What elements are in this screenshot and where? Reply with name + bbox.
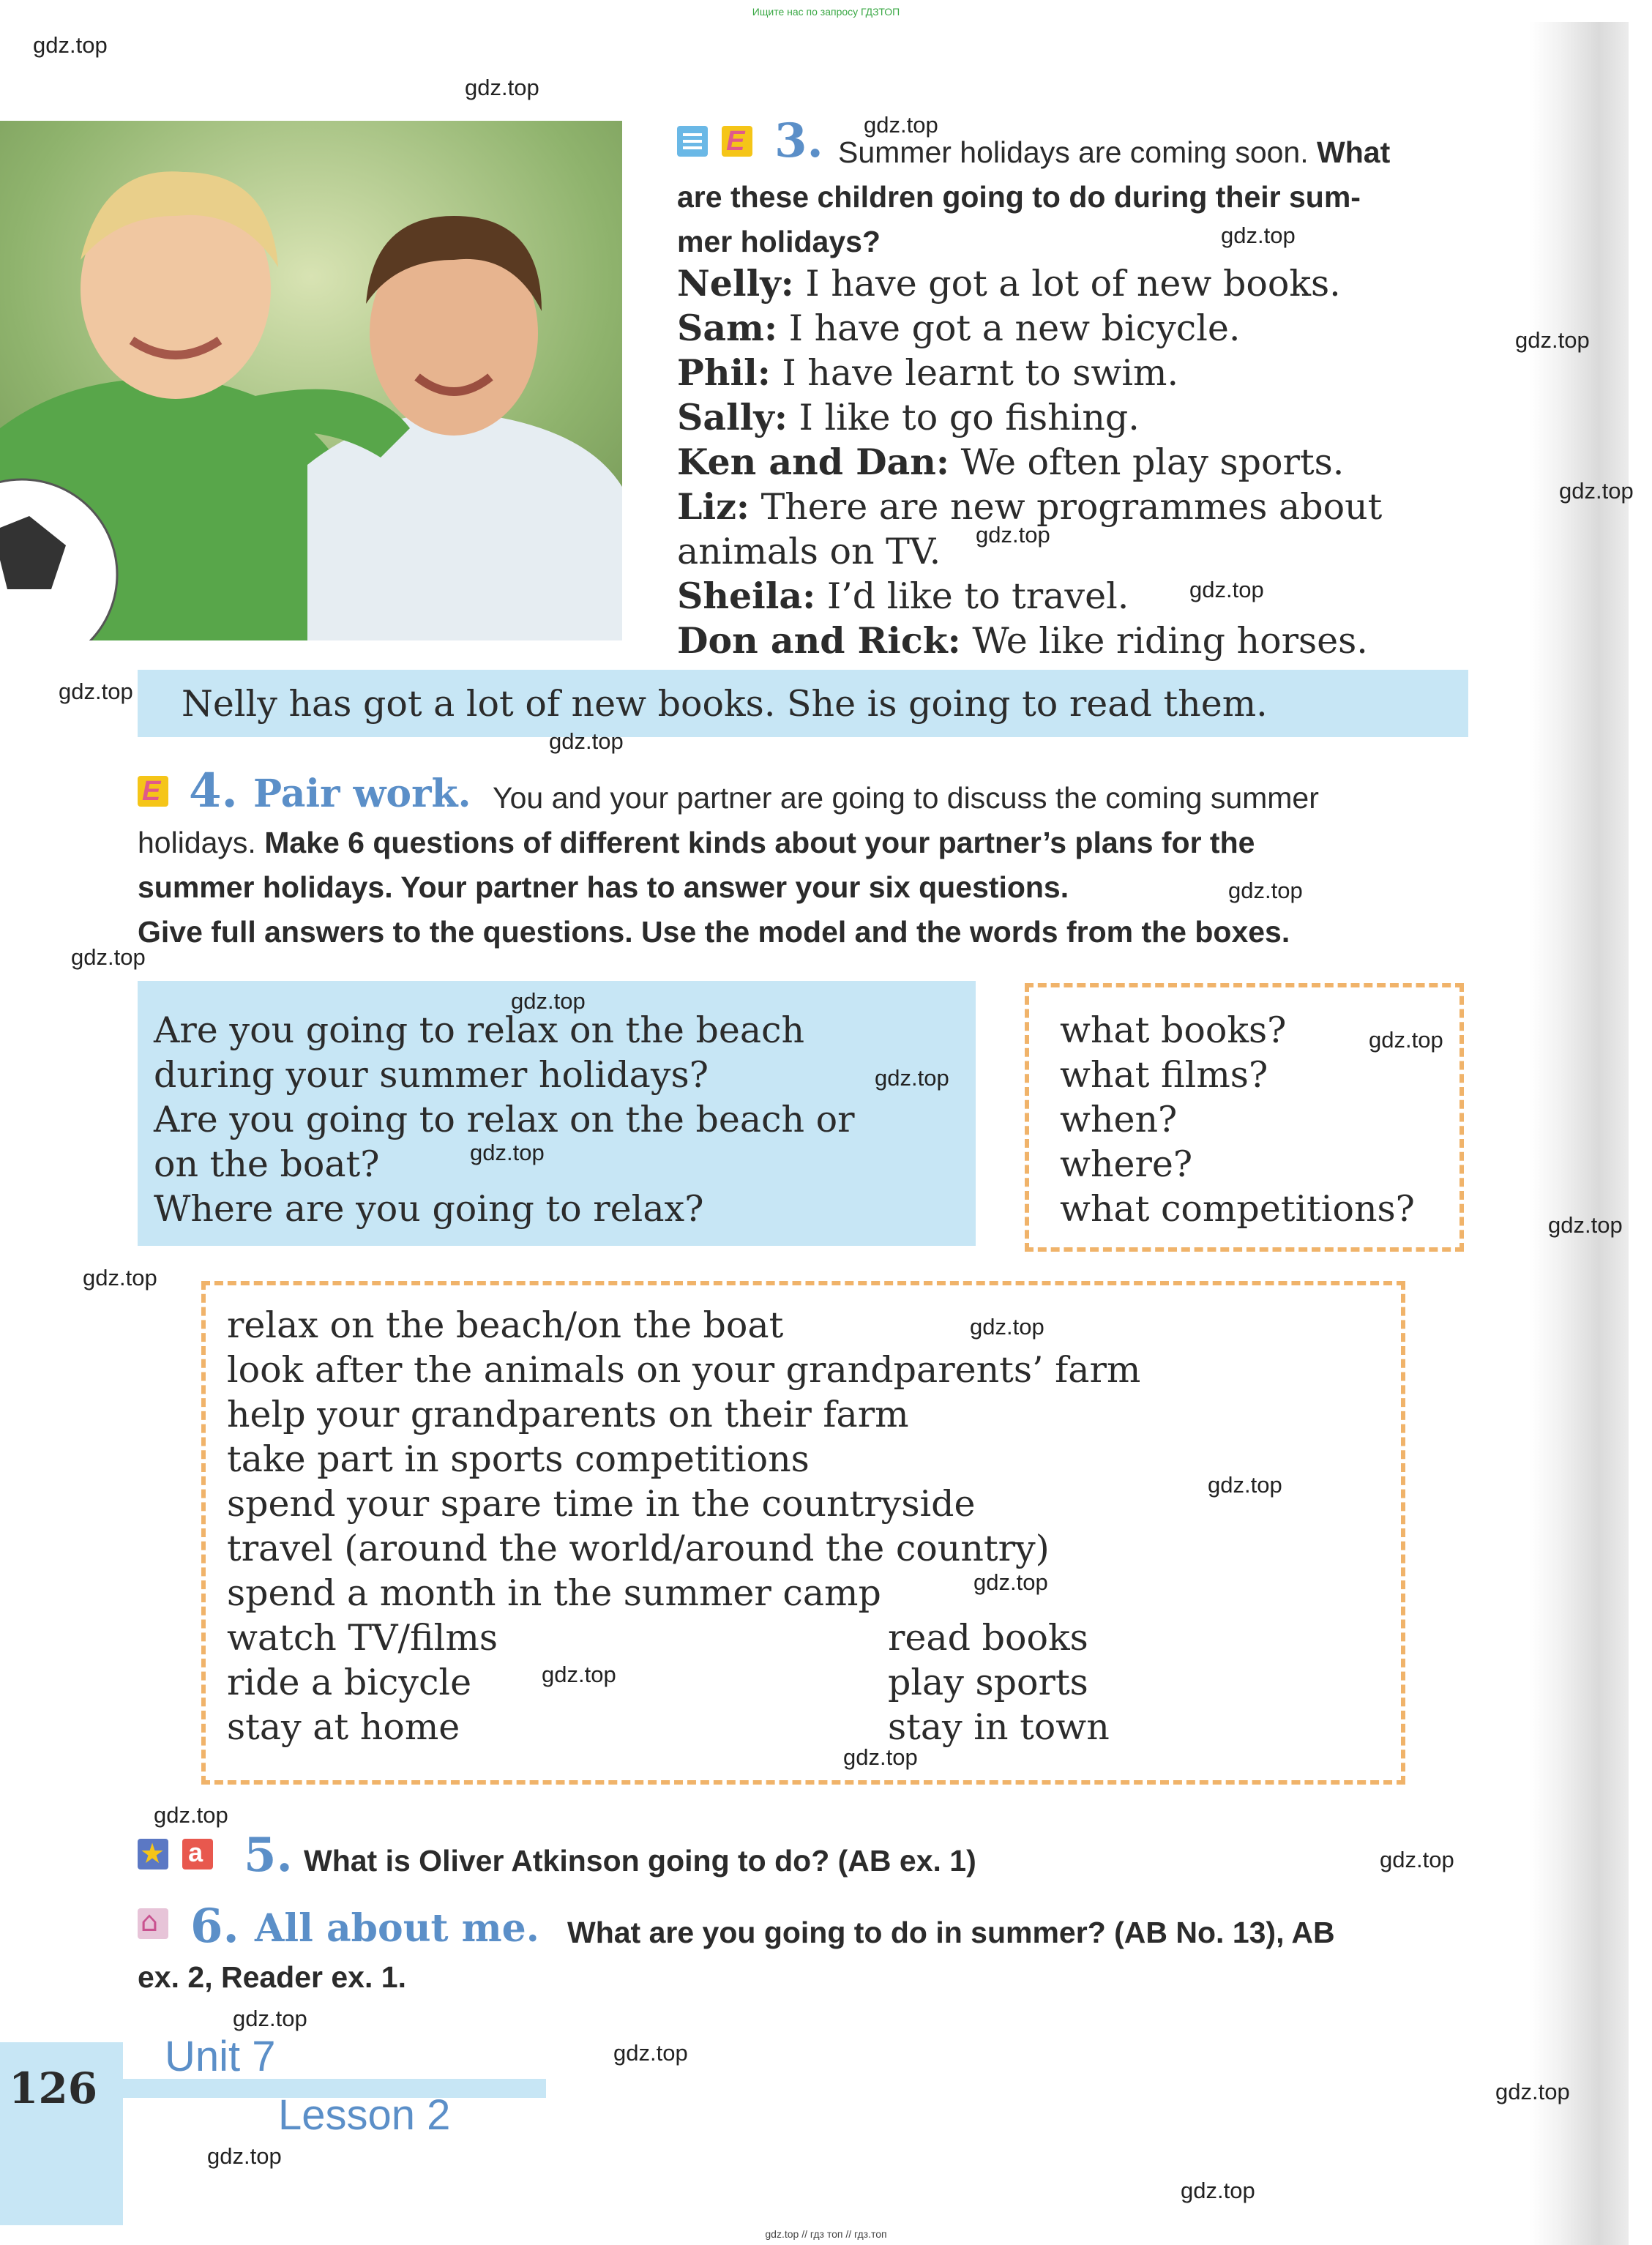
speaker: Nelly: bbox=[677, 262, 794, 305]
page-number: 126 bbox=[9, 2063, 98, 2113]
line-text: We like riding horses. bbox=[972, 620, 1368, 662]
activity: stay in town bbox=[888, 1706, 1110, 1748]
line-text: I have got a lot of new books. bbox=[805, 263, 1341, 305]
speaker: Liz: bbox=[677, 485, 750, 528]
watermark: gdz.top bbox=[1495, 2079, 1570, 2104]
question-word: what books? bbox=[1060, 1009, 1287, 1051]
dialogue-line bbox=[677, 574, 1382, 619]
activity: travel (around the world/around the country) bbox=[227, 1528, 1050, 1569]
exercise-4-line-2-plain: holidays. bbox=[138, 826, 256, 859]
star-icon: ★ bbox=[138, 1839, 168, 1869]
exercise-4-heading: Pair work. bbox=[253, 772, 471, 816]
activity: ride a bicycle bbox=[227, 1662, 472, 1703]
watermark: gdz.top bbox=[549, 728, 624, 754]
line-text: I have learnt to swim. bbox=[782, 352, 1179, 394]
watermark: gdz.top bbox=[465, 75, 539, 100]
example-sentence: Nelly has got a lot of new books. She is going to read them. bbox=[182, 683, 1268, 725]
speaker: Phil: bbox=[677, 351, 771, 394]
watermark: gdz.top bbox=[207, 2143, 282, 2169]
watermark: gdz.top bbox=[875, 1065, 949, 1091]
watermark: gdz.top bbox=[1189, 577, 1264, 602]
activities-list bbox=[227, 1303, 1140, 1615]
exercise-5-text: What is Oliver Atkinson going to do? (AB ex. 1) bbox=[304, 1844, 976, 1878]
watermark: gdz.top bbox=[1548, 1212, 1623, 1238]
page-edge bbox=[1530, 22, 1629, 2245]
watermark: gdz.top bbox=[83, 1265, 157, 1290]
exercise-3-dialogue bbox=[677, 261, 1382, 663]
bottom-banner: gdz.top // гдз топ // гдз.топ bbox=[765, 2228, 887, 2240]
activity: stay at home bbox=[227, 1706, 460, 1748]
activity: play sports bbox=[888, 1662, 1088, 1703]
line-text: There are new programmes about bbox=[760, 486, 1383, 528]
dialogue-line bbox=[677, 619, 1382, 663]
watermark: gdz.top bbox=[233, 2006, 307, 2031]
exercise-6-number: 6. bbox=[190, 1899, 239, 1954]
exercise-4-line-2-bold: Make 6 questions of different kinds about your partner’s plans for the bbox=[264, 826, 1255, 859]
speaker: Sheila: bbox=[677, 575, 816, 617]
watermark: gdz.top bbox=[71, 944, 146, 970]
dialogue-line bbox=[677, 261, 1382, 306]
watermark: gdz.top bbox=[613, 2040, 688, 2066]
activity: spend a month in the summer camp bbox=[227, 1572, 881, 1614]
line-text: I’d like to travel. bbox=[826, 575, 1129, 617]
watermark: gdz.top bbox=[864, 112, 938, 138]
activities-right-column bbox=[888, 1615, 1110, 1749]
question-word: what films? bbox=[1060, 1054, 1268, 1096]
activity: relax on the beach/on the boat bbox=[227, 1304, 784, 1346]
exercise-3-intro-line-3: mer holidays? bbox=[677, 225, 881, 258]
activity: spend your spare time in the countryside bbox=[227, 1483, 976, 1525]
speaker: Ken and Dan: bbox=[677, 441, 950, 483]
speaker: Sam: bbox=[677, 307, 778, 349]
e-letter-icon: E bbox=[138, 776, 168, 807]
dialogue-line bbox=[677, 306, 1382, 351]
lesson-label: Lesson 2 bbox=[278, 2091, 451, 2139]
photo-two-boys bbox=[0, 121, 622, 640]
exercise-4-line-4: Give full answers to the questions. Use the model and the words from the boxes. bbox=[138, 915, 1290, 949]
watermark: gdz.top bbox=[843, 1744, 918, 1770]
watermark: gdz.top bbox=[1221, 223, 1296, 248]
dialogue-line bbox=[677, 351, 1382, 395]
list-icon bbox=[677, 126, 708, 157]
exercise-4-line-2 bbox=[138, 821, 1255, 865]
exercise-5-icons bbox=[138, 1839, 213, 1869]
speaker: Don and Rick: bbox=[677, 619, 961, 662]
watermark: gdz.top bbox=[1181, 2178, 1255, 2203]
boys-illustration bbox=[0, 121, 622, 640]
line-text: animals on TV. bbox=[677, 531, 941, 572]
watermark: gdz.top bbox=[970, 1314, 1044, 1340]
e-letter-icon: E bbox=[722, 126, 752, 157]
model-line: on the boat? bbox=[154, 1143, 380, 1185]
watermark: gdz.top bbox=[1208, 1472, 1282, 1498]
watermark: gdz.top bbox=[470, 1140, 545, 1165]
watermark: gdz.top bbox=[973, 1569, 1048, 1595]
activity: watch TV/films bbox=[227, 1617, 498, 1659]
watermark: gdz.top bbox=[154, 1802, 228, 1828]
activity: read books bbox=[888, 1617, 1088, 1659]
a-letter-icon: a bbox=[182, 1839, 213, 1869]
watermark: gdz.top bbox=[1228, 878, 1303, 903]
watermark: gdz.top bbox=[511, 988, 586, 1014]
watermark: gdz.top bbox=[1380, 1847, 1454, 1872]
exercise-6-heading: All about me. bbox=[255, 1906, 539, 1951]
line-text: I have got a new bicycle. bbox=[788, 307, 1241, 349]
question-word: when? bbox=[1060, 1099, 1178, 1140]
unit-label: Unit 7 bbox=[165, 2033, 276, 2080]
exercise-4-number: 4. bbox=[189, 763, 238, 818]
model-line: Where are you going to relax? bbox=[154, 1188, 704, 1230]
activities-left-column bbox=[227, 1615, 498, 1749]
top-banner: Ищите нас по запросу ГДЗТОП bbox=[752, 6, 900, 18]
watermark: gdz.top bbox=[976, 522, 1050, 548]
exercise-3-icons bbox=[677, 126, 752, 157]
exercise-6-text-2: ex. 2, Reader ex. 1. bbox=[138, 1960, 406, 1994]
watermark: gdz.top bbox=[1369, 1027, 1443, 1053]
model-line: during your summer holidays? bbox=[154, 1054, 709, 1096]
exercise-3-number: 3. bbox=[774, 113, 823, 168]
line-text: We often play sports. bbox=[960, 441, 1345, 483]
dialogue-line bbox=[677, 440, 1382, 485]
exercise-3-intro-line-2: are these children going to do during their sum- bbox=[677, 180, 1361, 214]
exercise-6-text-1: What are you going to do in summer? (AB No. 13), AB bbox=[567, 1916, 1335, 1949]
exercise-4-line-3: summer holidays. Your partner has to answer your six questions. bbox=[138, 870, 1069, 904]
watermark: gdz.top bbox=[59, 679, 133, 704]
watermark: gdz.top bbox=[542, 1662, 616, 1687]
model-lines bbox=[154, 1008, 855, 1231]
model-line: Are you going to relax on the beach or bbox=[154, 1099, 855, 1140]
dialogue-line bbox=[677, 395, 1382, 440]
watermark: gdz.top bbox=[33, 32, 108, 58]
line-text: I like to go fishing. bbox=[799, 397, 1140, 438]
exercise-3-intro-plain: Summer holidays are coming soon. bbox=[838, 135, 1309, 169]
speaker: Sally: bbox=[677, 396, 788, 438]
model-line: Are you going to relax on the beach bbox=[154, 1009, 805, 1051]
exercise-4-icon-wrap bbox=[138, 776, 168, 807]
question-words bbox=[1060, 1008, 1415, 1231]
question-word: what competitions? bbox=[1060, 1188, 1415, 1230]
activity: look after the animals on your grandparents’ farm bbox=[227, 1349, 1141, 1391]
activity: take part in sports competitions bbox=[227, 1438, 810, 1480]
home-icon: ⌂ bbox=[138, 1908, 168, 1939]
watermark: gdz.top bbox=[1559, 478, 1634, 504]
exercise-5-number: 5. bbox=[244, 1828, 293, 1883]
exercise-6-icon-wrap bbox=[138, 1905, 168, 1939]
watermark: gdz.top bbox=[1515, 327, 1590, 353]
activity: help your grandparents on their farm bbox=[227, 1394, 909, 1435]
exercise-3-intro-bold-1: What bbox=[1317, 135, 1391, 169]
exercise-4-line-1: You and your partner are going to discuss the coming summer bbox=[493, 781, 1319, 815]
question-word: where? bbox=[1060, 1143, 1193, 1185]
